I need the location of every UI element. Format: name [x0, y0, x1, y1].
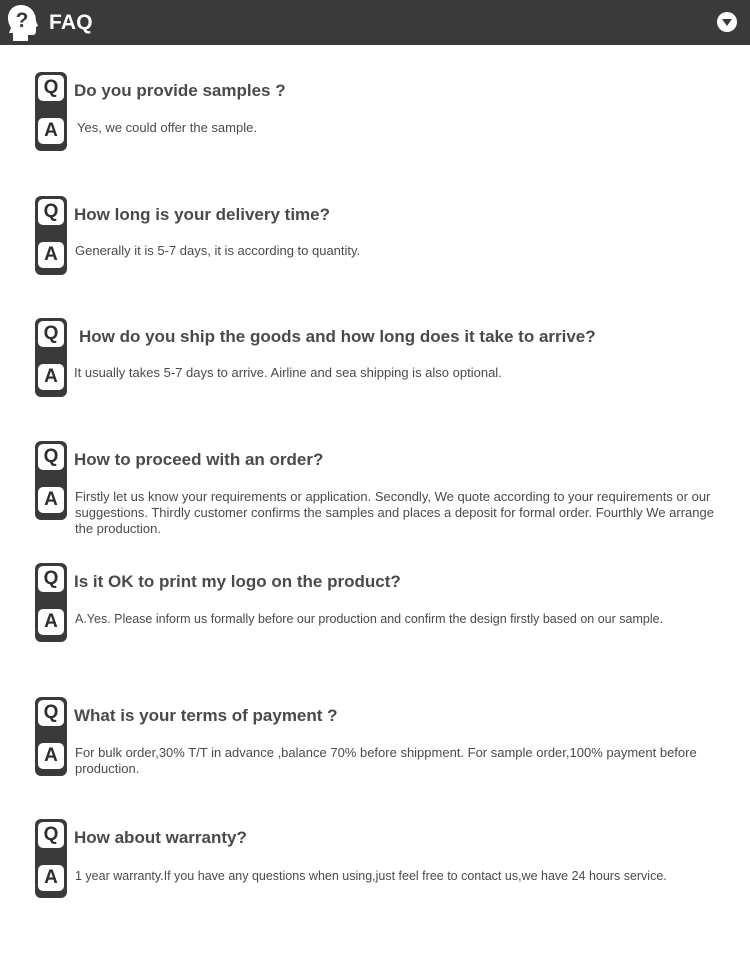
question-badge-label: Q [38, 822, 64, 848]
faq-question: How do you ship the goods and how long does it take to arrive? [79, 327, 596, 346]
question-badge-label: Q [38, 321, 64, 347]
faq-answer: Generally it is 5-7 days, it is according to quantity. [75, 243, 361, 258]
faq-question: Do you provide samples ? [74, 81, 286, 100]
question-badge-label: Q [38, 700, 64, 726]
head-question-icon [6, 3, 40, 43]
faq-question: How long is your delivery time? [74, 205, 330, 224]
faq-answer: Firstly let us know your requirements or application. Secondly, We quote according to your requirements or our suggestions. Thirdly customer confirms the samples and places a deposit for formal order. Fourthly We arrange the production. [75, 489, 714, 536]
question-badge-label: Q [38, 75, 64, 101]
answer-badge-label: A [38, 865, 64, 891]
faq-answer: A.Yes. Please inform us formally before our production and confirm the design firstly based on our sample. [75, 612, 664, 626]
question-badge-label: Q [38, 444, 64, 470]
faq-question: What is your terms of payment ? [74, 706, 338, 725]
faq-answer: 1 year warranty.If you have any questions when using,just feel free to contact us,we have 24 hours service. [75, 869, 667, 883]
svg-text:?: ? [15, 9, 29, 32]
answer-badge-label: A [38, 743, 64, 769]
faq-answer: Yes, we could offer the sample. [77, 120, 257, 135]
page-title: FAQ [49, 11, 93, 34]
faq-question: Is it OK to print my logo on the product? [74, 572, 401, 591]
answer-badge-label: A [38, 242, 64, 268]
faq-answer: It usually takes 5-7 days to arrive. Airline and sea shipping is also optional. [74, 365, 502, 380]
faq-header [0, 0, 750, 45]
faq-answer: For bulk order,30% T/T in advance ,balance 70% before shippment. For sample order,100% payment before production. [75, 745, 697, 776]
faq-question: How about warranty? [74, 828, 247, 847]
answer-badge-label: A [38, 487, 64, 513]
question-badge-label: Q [38, 199, 64, 225]
answer-badge-label: A [38, 609, 64, 635]
answer-badge-label: A [38, 364, 64, 390]
chevron-down-circle-icon[interactable] [717, 12, 737, 32]
faq-question: How to proceed with an order? [74, 450, 324, 469]
answer-badge-label: A [38, 118, 64, 144]
question-badge-label: Q [38, 566, 64, 592]
